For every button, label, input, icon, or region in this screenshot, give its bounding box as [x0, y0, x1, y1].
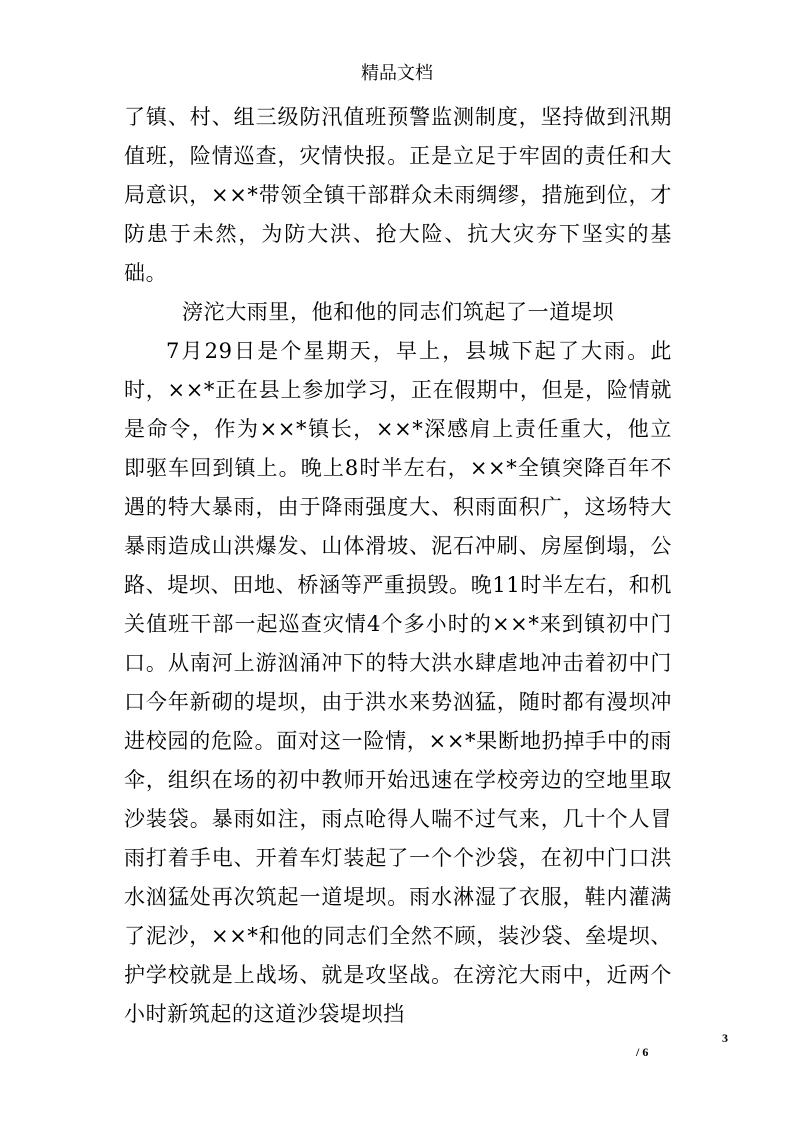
paragraph-2: 7月29日是个星期天，早上，县城下起了大雨。此时，××*正在县上参加学习，正在假期中，但是，险情就是命令，作为××*镇长，××*深感肩上责任重大，他立即驱车回到镇上。晚上8时半左右，××*全镇突降百年不遇的特大暴雨，由于降雨强度大、积雨面积广，这场特大暴雨造成山洪爆发、山体滑坡、泥石冲刷、房屋倒塌，公路、堤坝、田地、桥涵等严重损毁。晚11时半左右，和机关值班干部一起巡查灾情4个多小时的××*来到镇初中门口。从南河上游汹涌冲下的特大洪水肆虐地冲击着初中门口今年新砌的堤坝，由于洪水来势汹猛，随时都有漫坝冲进校园的危险。面对这一险情，××*果断地扔掉手中的雨伞，组织在场的初中教师开始迅速在学校旁边的空地里取沙装袋。暴雨如注，雨点呛得人喘不过气来，几十个人冒雨打着手电、开着车灯装起了一个个沙袋，在初中门口洪水汹猛处再次筑起一道堤坝。雨水淋湿了衣服，鞋内灌满了泥沙，××*和他的同志们全然不顾，装沙袋、垒堤坝、护学校就是上战场、就是攻坚战。在滂沱大雨中，近两个小时新筑起的这道沙袋堤坝挡: [124, 339, 672, 1026]
paragraph-1: 了镇、村、组三级防汛值班预警监测制度，坚持做到汛期值班，险情巡查，灾情快报。正是立足于牢固的责任和大局意识，××*带领全镇干部群众未雨绸缪，措施到位，才防患于未然，为防大洪、抢大险、抗大灾夯下坚实的基础。: [124, 105, 672, 285]
page-number: 3: [722, 1031, 728, 1045]
document-body: [124, 98, 672, 1034]
page-total: / 6: [636, 1045, 649, 1059]
page-header-title: 精品文档: [361, 63, 433, 84]
section-title: 滂沱大雨里，他和他的同志们筑起了一道堤坝: [182, 300, 614, 324]
